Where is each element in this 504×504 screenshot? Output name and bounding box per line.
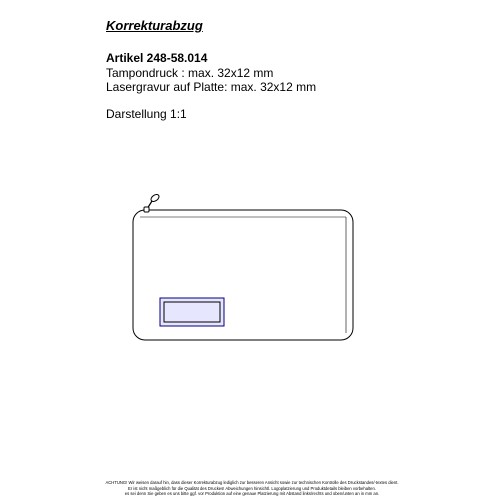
- article-info: [106, 51, 316, 95]
- disclaimer-line-1: ACHTUNG! Wir weisen darauf hin, dass dieser Korrekturabzug lediglich zur besseren Ansicht sowie zur technischen Kontrolle des Druckstandes/-textes dient.: [105, 480, 399, 485]
- article-number: Artikel 248-58.014: [106, 51, 208, 65]
- zip-puller-icon: [144, 193, 160, 212]
- laser-engraving-spec: Lasergravur auf Platte: max. 32x12 mm: [106, 80, 317, 94]
- disclaimer-footer: [0, 480, 504, 497]
- scale-note: Darstellung 1:1: [106, 107, 187, 121]
- pad-print-spec: Tampondruck : max. 32x12 mm: [106, 65, 274, 80]
- disclaimer-line-2: Er ist nicht maßgeblich für die Qualität des Druckes! Abweichungen hinsichtl. Logoplatzierung und Produktdetails bleiben vorbehalten.: [128, 485, 376, 491]
- disclaimer-line-3: es sei denn Sie geben es uns bitte ggf. vor Produktion auf eine genaue Platzierung mit Abstand links/rechts und oben/unten an in mm an.: [124, 491, 380, 497]
- page-title: Korrekturabzug: [106, 18, 203, 33]
- product-drawing: [128, 190, 358, 350]
